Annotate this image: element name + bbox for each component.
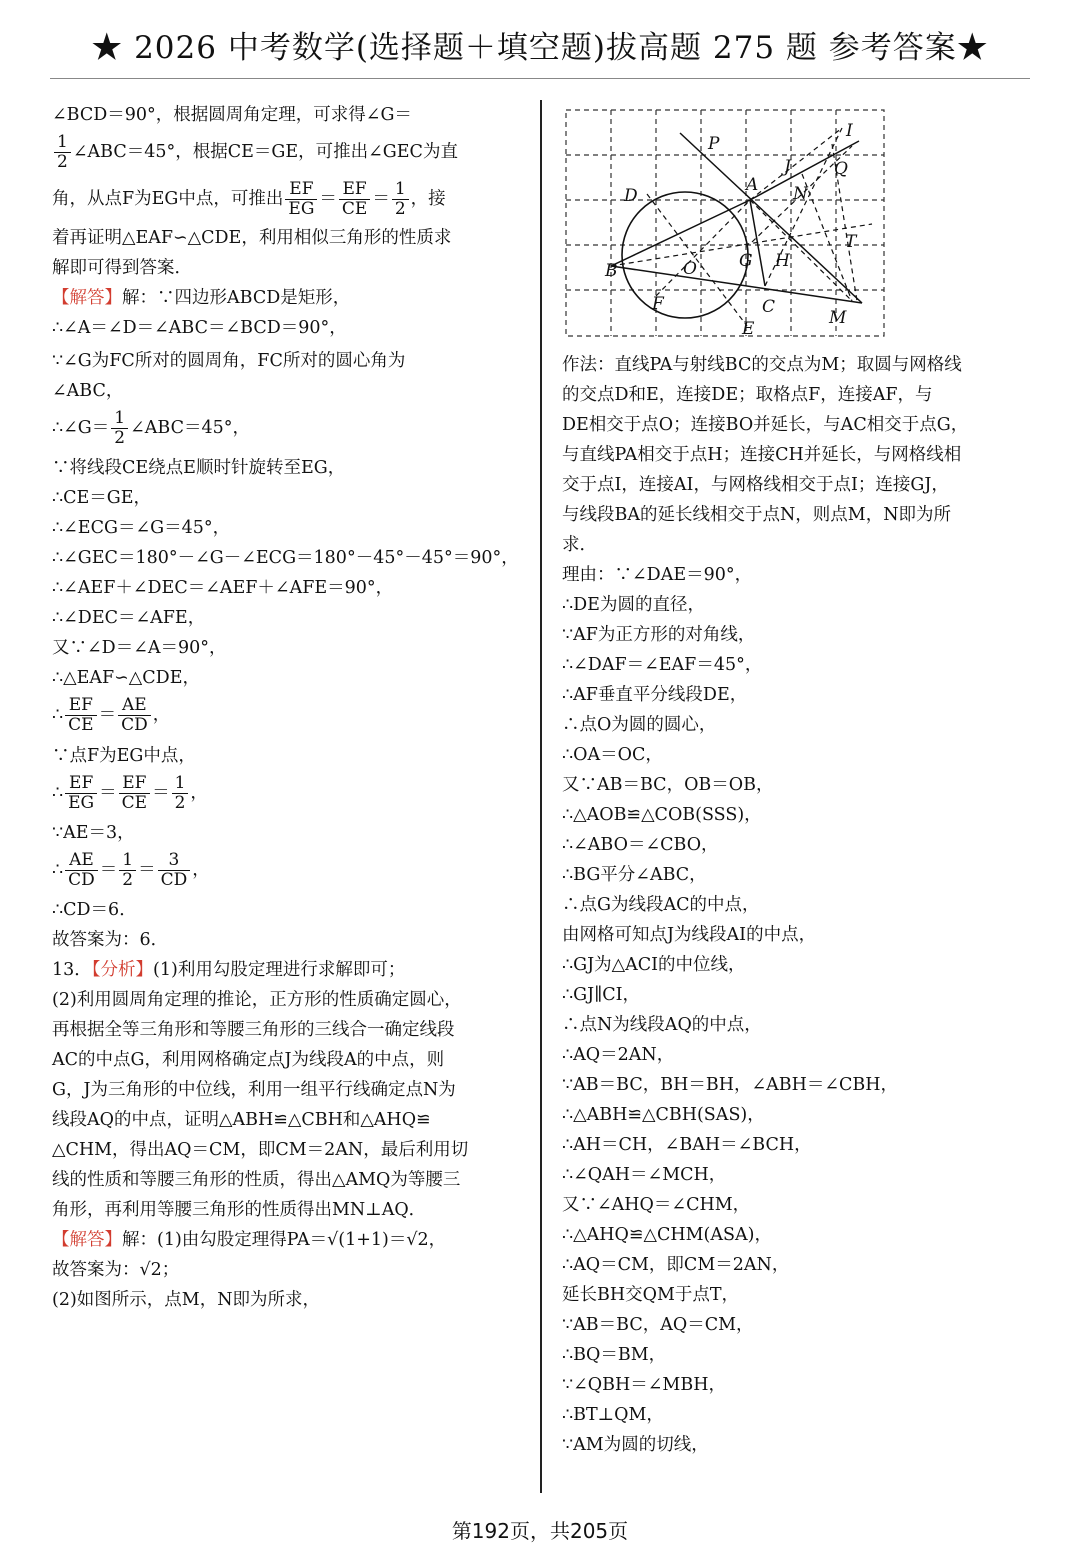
text-line: ∴CE＝GE， bbox=[52, 488, 152, 508]
analysis-tag: 【分析】 bbox=[91, 960, 154, 980]
text-line: ∴∠GEC＝180°－∠G－∠ECG＝180°－45°－45°＝90°， bbox=[52, 548, 519, 568]
text-line: (2)利用圆周角定理的推论，正方形的性质确定圆心， bbox=[52, 990, 462, 1010]
text-line: ∴△ABH≌△CBH(SAS)， bbox=[562, 1105, 765, 1125]
text-line: ∴点N为线段AQ的中点， bbox=[562, 1015, 762, 1035]
fraction: $\frac{1}{2}$ bbox=[111, 409, 128, 448]
fraction: $\frac{1}{2}$ bbox=[119, 851, 136, 890]
grid bbox=[566, 110, 884, 336]
text-line: ∴ $\frac{AE}{CD}$ ＝ $\frac{1}{2}$ ＝ $\frac{3}{CD}$ ， bbox=[52, 850, 210, 890]
text-line: ∴∠QAH＝∠MCH， bbox=[562, 1165, 727, 1185]
text-line: ∴CD＝6． bbox=[52, 900, 137, 920]
fraction: $\frac{AE}{CD}$ bbox=[65, 851, 98, 890]
text-line: ∵AE＝3， bbox=[52, 823, 135, 843]
page-footer: 第192页，共205页 bbox=[451, 1519, 629, 1543]
text-line: 又∵∠D＝∠A＝90°， bbox=[52, 638, 227, 658]
fraction: $\frac{1}{2}$ bbox=[392, 180, 409, 219]
text-line: ∠ABC， bbox=[52, 381, 124, 401]
text-line: ∴GJ∥CI， bbox=[562, 985, 641, 1005]
text-line: 线的性质和等腰三角形的性质，得出△AMQ为等腰三 bbox=[52, 1170, 461, 1190]
text-line: 角，从点F为EG中点，可推出 $\frac{EF}{EG}$ ＝ $\frac{EF}{CE}$ ＝ $\frac{1}{2}$ ，接 bbox=[52, 179, 446, 219]
text-line: ∴∠A＝∠D＝∠ABC＝∠BCD＝90°， bbox=[52, 318, 347, 338]
text-line: AC的中点G，利用网格确定点J为线段A的中点，则 bbox=[52, 1050, 445, 1070]
text-line: ∴BT⊥QM， bbox=[562, 1405, 664, 1425]
text-line: 与线段BA的延长线相交于点N，则点M，N即为所 bbox=[562, 505, 952, 525]
text-line: 的交点D和E，连接DE；取格点F，连接AF，与 bbox=[562, 385, 933, 405]
text-line: 故答案为：6． bbox=[52, 930, 169, 950]
figure-labels bbox=[604, 121, 858, 339]
text-line: ∴ $\frac{EF}{CE}$ ＝ $\frac{AE}{CD}$ ， bbox=[52, 695, 171, 735]
text-line: 【解答】解：(1)由勾股定理得PA＝√(1+1)＝√2， bbox=[52, 1230, 447, 1250]
point-label-j: J bbox=[784, 157, 791, 177]
point-label-d: D bbox=[624, 186, 638, 206]
text-line: ∴∠G＝ $\frac{1}{2}$ ∠ABC＝45°， bbox=[52, 408, 251, 448]
text-line: 延长BH交QM于点T， bbox=[562, 1285, 740, 1305]
fraction: $\frac{EF}{EG}$ bbox=[65, 774, 97, 813]
fraction: $\frac{EF}{EG}$ bbox=[285, 180, 317, 219]
text-line: 交于点I，连接AI，与网格线相交于点I；连接GJ， bbox=[562, 475, 949, 495]
text-line: 13．【分析】(1)利用勾股定理进行求解即可； bbox=[52, 960, 406, 980]
page-header-title: ★ 2026 中考数学(选择题＋填空题)拔高题 275 题 参考答案★ bbox=[91, 30, 989, 66]
text-line: 求． bbox=[562, 535, 597, 555]
text-line: ∴∠DAF＝∠EAF＝45°， bbox=[562, 655, 763, 675]
fraction: $\frac{1}{2}$ bbox=[54, 133, 71, 172]
text-line: 作法：直线PA与射线BC的交点为M；取圆与网格线 bbox=[562, 355, 962, 375]
text-line: DE相交于点O；连接BO并延长，与AC相交于点G， bbox=[562, 415, 969, 435]
text-line: 着再证明△EAF∽△CDE，利用相似三角形的性质求 bbox=[52, 228, 452, 248]
point-label-c: C bbox=[762, 297, 776, 317]
point-label-i: I bbox=[846, 121, 853, 141]
text-line: 故答案为：√2； bbox=[52, 1260, 180, 1280]
point-label-t: T bbox=[845, 232, 857, 252]
text-line: 解即可得到答案． bbox=[52, 258, 192, 278]
text-line: 又∵AB＝BC，OB＝OB， bbox=[562, 775, 774, 795]
text-line: 【解答】解：∵四边形ABCD是矩形， bbox=[52, 288, 351, 308]
text-line: 由网格可知点J为线段AI的中点， bbox=[562, 925, 817, 945]
text-line: ∴AF垂直平分线段DE， bbox=[562, 685, 748, 705]
text-line: ∵AM为圆的切线， bbox=[562, 1435, 709, 1455]
point-label-h: H bbox=[775, 251, 790, 271]
text-line: ∵AB＝BC，BH＝BH，∠ABH＝∠CBH， bbox=[562, 1075, 899, 1095]
point-label-m: M bbox=[829, 308, 847, 328]
circle-o bbox=[622, 192, 748, 318]
text-line: 与直线PA相交于点H；连接CH并延长，与网格线相 bbox=[562, 445, 962, 465]
fraction: $\frac{AE}{CD}$ bbox=[118, 696, 151, 735]
text-line: ∴点O为圆的圆心， bbox=[562, 715, 717, 735]
text-line: ∴∠DEC＝∠AFE， bbox=[52, 608, 206, 628]
header-rule bbox=[50, 78, 1030, 79]
text-line: 理由：∵∠DAE＝90°， bbox=[562, 565, 753, 585]
point-label-g: G bbox=[739, 251, 753, 271]
point-label-q: Q bbox=[834, 159, 848, 179]
text-line: ∵将线段CE绕点E顺时针旋转至EG， bbox=[52, 458, 346, 478]
text-line: ∴∠AEF＋∠DEC＝∠AEF＋∠AFE＝90°， bbox=[52, 578, 394, 598]
solution-tag: 【解答】 bbox=[52, 288, 122, 308]
text-line: ∴∠ECG＝∠G＝45°， bbox=[52, 518, 231, 538]
point-label-f: F bbox=[652, 294, 664, 314]
text-line: ∴BQ＝BM， bbox=[562, 1345, 667, 1365]
text-line: ∵AF为正方形的对角线， bbox=[562, 625, 756, 645]
fraction: $\frac{3}{CD}$ bbox=[158, 851, 191, 890]
text-line: ∵AB＝BC，AQ＝CM， bbox=[562, 1315, 754, 1335]
fraction: $\frac{EF}{CE}$ bbox=[65, 696, 96, 735]
text-line: ∵∠QBH＝∠MBH， bbox=[562, 1375, 726, 1395]
text-line: ∴AQ＝2AN， bbox=[562, 1045, 675, 1065]
text-line: (2)如图所示，点M，N即为所求， bbox=[52, 1290, 321, 1310]
text-line: ∠BCD＝90°，根据圆周角定理，可求得∠G＝ bbox=[52, 105, 412, 125]
text-line: 又∵∠AHQ＝∠CHM， bbox=[562, 1195, 751, 1215]
text-line: ∴△AOB≌△COB(SSS)， bbox=[562, 805, 762, 825]
text-line: 线段AQ的中点，证明△ABH≌△CBH和△AHQ≌ bbox=[52, 1110, 431, 1130]
column-divider bbox=[540, 100, 542, 1493]
text-line: ∴AH＝CH，∠BAH＝∠BCH， bbox=[562, 1135, 812, 1155]
text-line: ∴点G为线段AC的中点， bbox=[562, 895, 760, 915]
text-line: ∵点F为EG中点， bbox=[52, 746, 196, 766]
point-label-a: A bbox=[746, 175, 759, 195]
point-label-n: N bbox=[793, 184, 808, 204]
point-label-o: O bbox=[683, 259, 697, 279]
text-line: ∴GJ为△ACI的中位线， bbox=[562, 955, 746, 975]
text-line: ∴ $\frac{EF}{EG}$ ＝ $\frac{EF}{CE}$ ＝ $\frac{1}{2}$ ， bbox=[52, 773, 208, 813]
fraction: $\frac{EF}{CE}$ bbox=[119, 774, 150, 813]
text-line: $\frac{1}{2}$ ∠ABC＝45°，根据CE＝GE，可推出∠GEC为直 bbox=[52, 130, 458, 174]
fraction: $\frac{1}{2}$ bbox=[172, 774, 189, 813]
text-line: ∴AQ＝CM，即CM＝2AN， bbox=[562, 1255, 790, 1275]
text-line: ∴DE为圆的直径， bbox=[562, 595, 705, 615]
text-line: ∴△AHQ≌△CHM(ASA)， bbox=[562, 1225, 772, 1245]
text-line: ∵∠G为FC所对的圆周角，FC所对的圆心角为 bbox=[52, 351, 406, 371]
text-line: △CHM，得出AQ＝CM，即CM＝2AN，最后利用切 bbox=[52, 1140, 469, 1160]
text-line: G，J为三角形的中位线，利用一组平行线确定点N为 bbox=[52, 1080, 456, 1100]
text-line: ∴OA＝OC， bbox=[562, 745, 663, 765]
point-label-e: E bbox=[742, 319, 755, 339]
geometry-figure bbox=[562, 106, 892, 344]
fraction: $\frac{EF}{CE}$ bbox=[339, 180, 370, 219]
text-line: 角形，再利用等腰三角形的性质得出MN⊥AQ． bbox=[52, 1200, 427, 1220]
point-label-b: B bbox=[605, 261, 618, 281]
text-line: ∴△EAF∽△CDE， bbox=[52, 668, 200, 688]
text-line: ∴BG平分∠ABC， bbox=[562, 865, 707, 885]
solution-tag: 【解答】 bbox=[52, 1230, 122, 1250]
point-label-p: P bbox=[708, 134, 720, 154]
text-line: ∴∠ABO＝∠CBO， bbox=[562, 835, 719, 855]
text-line: 再根据全等三角形和等腰三角形的三线合一确定线段 bbox=[52, 1020, 455, 1040]
